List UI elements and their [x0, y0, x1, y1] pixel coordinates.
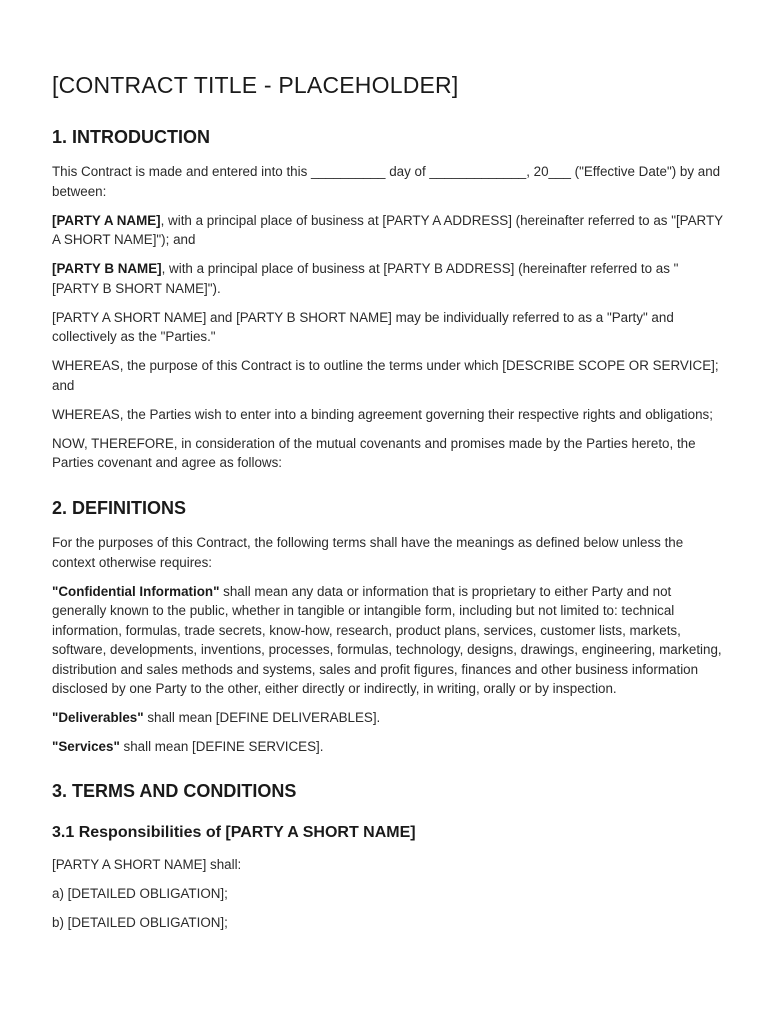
subsection-heading-responsibilities: 3.1 Responsibilities of [PARTY A SHORT NAME]: [52, 824, 416, 841]
party-b-name: [PARTY B NAME]: [52, 261, 162, 276]
party-b-details: , with a principal place of business at [PARTY B ADDRESS] (hereinafter referred to as "[PARTY B SHORT NAME]").: [52, 261, 679, 296]
section-heading-terms: 3. TERMS AND CONDITIONS: [52, 781, 297, 801]
party-a-details: , with a principal place of business at [PARTY A ADDRESS] (hereinafter referred to as "[PARTY A SHORT NAME]"); and: [52, 212, 723, 247]
deliverables-text: shall mean [DEFINE DELIVERABLES].: [143, 710, 381, 725]
definitions-lead-paragraph: For the purposes of this Contract, the following terms shall have the meanings as defined below unless the context otherwise requires:: [52, 535, 684, 570]
responsibilities-lead: [PARTY A SHORT NAME] shall:: [52, 857, 242, 872]
section-heading-introduction: 1. INTRODUCTION: [52, 127, 211, 147]
party-a-paragraph: [52, 211, 724, 250]
now-therefore-paragraph: NOW, THEREFORE, in consideration of the mutual covenants and promises made by the Parties hereto, the Parties covenant and agree as follows:: [52, 435, 696, 470]
contract-title: [CONTRACT TITLE - PLACEHOLDER]: [52, 72, 459, 98]
whereas-scope-paragraph: WHEREAS, the purpose of this Contract is to outline the terms under which [DESCRIBE SCOPE OR SERVICE]; and: [52, 358, 719, 393]
confidential-information-text: shall mean any data or information that is proprietary to either Party and not generally known to the public, whether in tangible or intangible form, including but not limited to: technical information, formulas, trade secrets, know-how, research, product plans, services, customer lists, markets, software, developments, inventions, processes, formulas, technology, designs, drawings, engineering, marketing, distribution and sales methods and systems, sales and profit figures, finances and other business information disclosed by one Party to the other, either directly or indirectly, in writing, orally or by inspection.: [52, 583, 722, 696]
parties-paragraph: [PARTY A SHORT NAME] and [PARTY B SHORT NAME] may be individually referred to as a "Party" and collectively as the "Parties.": [52, 309, 674, 344]
deliverables-definition: [52, 708, 724, 728]
document-page: [52, 70, 724, 942]
obligation-item-b: b) [DETAILED OBLIGATION];: [52, 915, 228, 930]
whereas-binding-paragraph: WHEREAS, the Parties wish to enter into a binding agreement governing their respective rights and obligations;: [52, 406, 713, 422]
services-term: "Services": [52, 739, 120, 754]
party-a-name: [PARTY A NAME]: [52, 212, 161, 228]
deliverables-term: "Deliverables": [52, 710, 144, 725]
confidential-information-term: "Confidential Information": [52, 583, 220, 599]
obligation-item-a: a) [DETAILED OBLIGATION];: [52, 886, 228, 901]
effective-date-paragraph: This Contract is made and entered into this __________ day of _____________, 20___ ("Effective Date") by and between:: [52, 164, 721, 199]
services-definition: [52, 737, 724, 757]
party-b-paragraph: [52, 259, 724, 298]
section-heading-definitions: 2. DEFINITIONS: [52, 498, 187, 518]
confidential-information-definition: [52, 582, 724, 699]
services-text: shall mean [DEFINE SERVICES].: [119, 739, 324, 754]
